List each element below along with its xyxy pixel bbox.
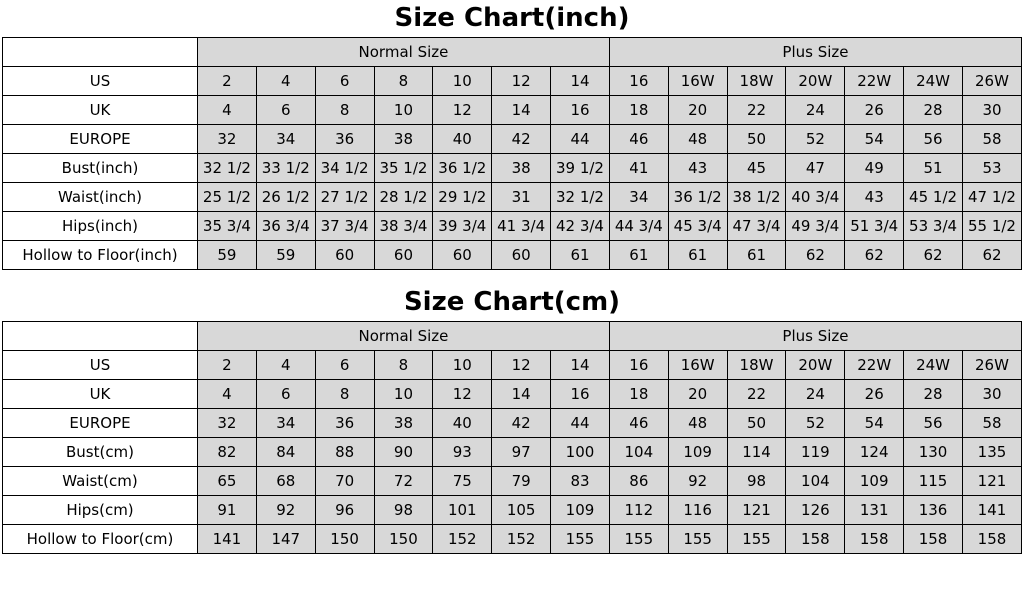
table-cell: 12 [492,67,551,96]
table-cell: 109 [668,438,727,467]
table-cell: 8 [374,351,433,380]
table-cell: 158 [786,525,845,554]
table-cell: 68 [256,467,315,496]
table-cell: 16 [609,351,668,380]
table-body-cm [3,322,1022,554]
table-cell: 12 [433,96,492,125]
table-cell: 30 [962,96,1021,125]
table-cell: 22W [845,67,904,96]
table-cell: 96 [315,496,374,525]
table-cell: 2 [198,67,257,96]
table-row [3,183,1022,212]
table-row [3,212,1022,241]
table-cell: 16 [551,96,610,125]
table-row [3,525,1022,554]
table-cell: 88 [315,438,374,467]
table-cell: 28 1/2 [374,183,433,212]
table-cell: 38 3/4 [374,212,433,241]
table-cell: 47 [786,154,845,183]
table-corner-cell [3,322,198,351]
table-row [3,67,1022,96]
table-cell: 28 [904,96,963,125]
table-cell: 114 [727,438,786,467]
table-cell: 6 [256,380,315,409]
table-cell: 8 [315,96,374,125]
table-cell: 31 [492,183,551,212]
size-table-inch [2,37,1022,270]
table-row-label: US [3,351,198,380]
table-cell: 45 [727,154,786,183]
table-cell: 47 1/2 [962,183,1021,212]
table-cell: 44 [551,409,610,438]
table-cell: 150 [374,525,433,554]
table-cell: 49 3/4 [786,212,845,241]
page-title-inch: Size Chart(inch) [394,3,630,33]
table-cell: 109 [845,467,904,496]
table-cell: 104 [609,438,668,467]
table-cell: 61 [668,241,727,270]
table-cell: 32 1/2 [551,183,610,212]
table-cell: 83 [551,467,610,496]
table-cell: 115 [904,467,963,496]
table-cell: 62 [904,241,963,270]
table-cell: 38 1/2 [727,183,786,212]
table-cell: 91 [198,496,257,525]
table-cell: 52 [786,409,845,438]
table-cell: 44 [551,125,610,154]
table-cell: 24 [786,380,845,409]
table-cell: 55 1/2 [962,212,1021,241]
table-cell: 100 [551,438,610,467]
table-cell: 43 [845,183,904,212]
table-cell: 12 [433,380,492,409]
table-cell: 10 [433,351,492,380]
table-cell: 42 [492,125,551,154]
table-cell: 25 1/2 [198,183,257,212]
table-cell: 58 [962,125,1021,154]
page-title-cm: Size Chart(cm) [403,287,621,317]
table-cell: 65 [198,467,257,496]
table-cell: 37 3/4 [315,212,374,241]
table-cell: 155 [668,525,727,554]
table-cell: 16W [668,351,727,380]
table-cell: 44 3/4 [609,212,668,241]
table-cell: 36 3/4 [256,212,315,241]
table-cell: 79 [492,467,551,496]
table-cell: 59 [198,241,257,270]
table-cell: 6 [315,351,374,380]
table-cell: 16 [609,67,668,96]
table-cell: 8 [374,67,433,96]
table-cell: 84 [256,438,315,467]
table-row-label: EUROPE [3,409,198,438]
table-cell: 36 1/2 [668,183,727,212]
table-group-header: Plus Size [609,38,1021,67]
table-cell: 36 1/2 [433,154,492,183]
table-cell: 75 [433,467,492,496]
table-cell: 14 [492,380,551,409]
table-cell: 48 [668,409,727,438]
table-cell: 101 [433,496,492,525]
table-row-label: Hollow to Floor(cm) [3,525,198,554]
table-cell: 35 3/4 [198,212,257,241]
table-row [3,154,1022,183]
table-cell: 50 [727,409,786,438]
table-cell: 98 [374,496,433,525]
table-cell: 92 [256,496,315,525]
table-cell: 53 [962,154,1021,183]
table-cell: 41 [609,154,668,183]
table-cell: 126 [786,496,845,525]
table-cell: 141 [198,525,257,554]
table-cell: 6 [256,96,315,125]
table-cell: 32 1/2 [198,154,257,183]
table-cell: 38 [374,409,433,438]
table-cell: 39 3/4 [433,212,492,241]
table-cell: 49 [845,154,904,183]
table-row [3,125,1022,154]
table-cell: 121 [727,496,786,525]
table-cell: 24W [904,67,963,96]
table-cell: 10 [433,67,492,96]
table-cell: 20 [668,96,727,125]
table-cell: 18 [609,96,668,125]
table-cell: 41 3/4 [492,212,551,241]
table-cell: 48 [668,125,727,154]
table-cell: 12 [492,351,551,380]
table-cell: 14 [551,351,610,380]
table-group-header: Normal Size [198,38,610,67]
table-cell: 20W [786,351,845,380]
table-row-label: Waist(cm) [3,467,198,496]
table-group-header-row [3,38,1022,67]
table-row [3,467,1022,496]
table-cell: 34 1/2 [315,154,374,183]
table-cell: 54 [845,125,904,154]
table-cell: 62 [845,241,904,270]
table-cell: 24W [904,351,963,380]
table-cell: 38 [374,125,433,154]
table-row-label: UK [3,380,198,409]
table-cell: 24 [786,96,845,125]
table-cell: 18W [727,351,786,380]
table-cell: 158 [962,525,1021,554]
table-cell: 155 [609,525,668,554]
table-cell: 86 [609,467,668,496]
table-row [3,241,1022,270]
table-cell: 97 [492,438,551,467]
table-cell: 56 [904,125,963,154]
table-row [3,351,1022,380]
table-cell: 104 [786,467,845,496]
table-cell: 40 3/4 [786,183,845,212]
table-group-header-row [3,322,1022,351]
table-row [3,380,1022,409]
table-cell: 39 1/2 [551,154,610,183]
table-cell: 18 [609,380,668,409]
table-cell: 26 1/2 [256,183,315,212]
table-cell: 4 [198,380,257,409]
table-row-label: US [3,67,198,96]
table-cell: 124 [845,438,904,467]
table-cell: 40 [433,125,492,154]
table-cell: 60 [433,241,492,270]
table-cell: 27 1/2 [315,183,374,212]
table-cell: 22 [727,96,786,125]
table-cell: 26 [845,380,904,409]
table-cell: 29 1/2 [433,183,492,212]
size-chart-cm-block [0,284,1024,554]
table-cell: 40 [433,409,492,438]
table-row [3,496,1022,525]
table-cell: 26W [962,351,1021,380]
table-cell: 131 [845,496,904,525]
table-cell: 45 3/4 [668,212,727,241]
table-cell: 158 [904,525,963,554]
table-cell: 61 [609,241,668,270]
table-corner-cell [3,38,198,67]
table-row [3,438,1022,467]
table-cell: 136 [904,496,963,525]
table-cell: 60 [492,241,551,270]
table-row-label: EUROPE [3,125,198,154]
section-spacer [0,270,1024,284]
table-cell: 82 [198,438,257,467]
table-cell: 53 3/4 [904,212,963,241]
table-cell: 141 [962,496,1021,525]
table-row-label: Hollow to Floor(inch) [3,241,198,270]
table-cell: 54 [845,409,904,438]
table-group-header: Plus Size [609,322,1021,351]
table-cell: 51 [904,154,963,183]
table-cell: 116 [668,496,727,525]
table-cell: 50 [727,125,786,154]
table-cell: 130 [904,438,963,467]
table-body-inch [3,38,1022,270]
table-cell: 38 [492,154,551,183]
table-cell: 56 [904,409,963,438]
table-cell: 20W [786,67,845,96]
table-cell: 58 [962,409,1021,438]
table-cell: 72 [374,467,433,496]
table-cell: 22W [845,351,904,380]
table-cell: 42 3/4 [551,212,610,241]
table-cell: 14 [551,67,610,96]
size-table-cm [2,321,1022,554]
table-cell: 10 [374,96,433,125]
table-cell: 32 [198,125,257,154]
table-row-label: Bust(inch) [3,154,198,183]
table-row-label: Hips(inch) [3,212,198,241]
table-cell: 90 [374,438,433,467]
table-cell: 16W [668,67,727,96]
table-cell: 36 [315,409,374,438]
table-cell: 28 [904,380,963,409]
table-cell: 30 [962,380,1021,409]
table-cell: 51 3/4 [845,212,904,241]
table-cell: 4 [256,351,315,380]
table-cell: 36 [315,125,374,154]
table-cell: 135 [962,438,1021,467]
table-cell: 109 [551,496,610,525]
table-cell: 43 [668,154,727,183]
table-cell: 62 [962,241,1021,270]
table-row [3,409,1022,438]
table-cell: 4 [256,67,315,96]
size-chart-inch-block [0,0,1024,270]
table-cell: 105 [492,496,551,525]
table-row-label: Waist(inch) [3,183,198,212]
table-cell: 46 [609,409,668,438]
table-cell: 150 [315,525,374,554]
table-cell: 32 [198,409,257,438]
table-cell: 8 [315,380,374,409]
table-cell: 152 [433,525,492,554]
table-cell: 93 [433,438,492,467]
table-cell: 60 [315,241,374,270]
table-cell: 60 [374,241,433,270]
table-cell: 35 1/2 [374,154,433,183]
table-cell: 155 [551,525,610,554]
table-cell: 4 [198,96,257,125]
table-cell: 119 [786,438,845,467]
table-cell: 10 [374,380,433,409]
table-cell: 26 [845,96,904,125]
table-cell: 18W [727,67,786,96]
table-row-label: Hips(cm) [3,496,198,525]
table-cell: 42 [492,409,551,438]
table-cell: 6 [315,67,374,96]
table-cell: 45 1/2 [904,183,963,212]
table-cell: 26W [962,67,1021,96]
table-cell: 52 [786,125,845,154]
table-cell: 34 [609,183,668,212]
table-cell: 22 [727,380,786,409]
table-cell: 34 [256,409,315,438]
table-cell: 33 1/2 [256,154,315,183]
table-cell: 158 [845,525,904,554]
table-cell: 92 [668,467,727,496]
table-cell: 98 [727,467,786,496]
table-cell: 14 [492,96,551,125]
table-row-label: UK [3,96,198,125]
table-cell: 152 [492,525,551,554]
table-cell: 20 [668,380,727,409]
table-cell: 16 [551,380,610,409]
table-cell: 112 [609,496,668,525]
table-cell: 61 [727,241,786,270]
table-row-label: Bust(cm) [3,438,198,467]
table-cell: 34 [256,125,315,154]
table-cell: 70 [315,467,374,496]
table-cell: 62 [786,241,845,270]
table-row [3,96,1022,125]
table-group-header: Normal Size [198,322,610,351]
table-cell: 147 [256,525,315,554]
table-cell: 59 [256,241,315,270]
table-cell: 47 3/4 [727,212,786,241]
table-cell: 2 [198,351,257,380]
table-cell: 121 [962,467,1021,496]
table-cell: 61 [551,241,610,270]
table-cell: 155 [727,525,786,554]
table-cell: 46 [609,125,668,154]
